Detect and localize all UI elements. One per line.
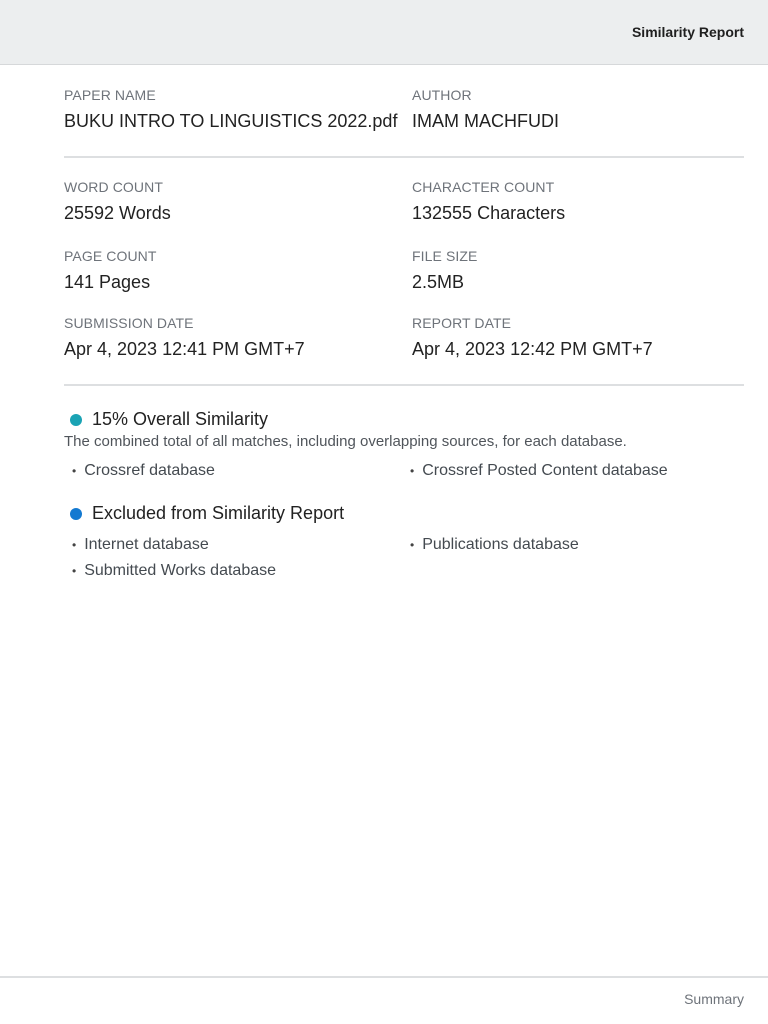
paper-name-field (64, 87, 397, 132)
similarity-description: The combined total of all matches, including overlapping sources, for each database. (64, 433, 627, 450)
list-item (410, 462, 668, 480)
submission-date-field (64, 315, 305, 360)
bullet-icon: • (72, 464, 77, 478)
character-count-field (412, 179, 565, 224)
paper-name-label: PAPER NAME (64, 87, 156, 103)
report-date-label: REPORT DATE (412, 315, 512, 331)
database-name: Crossref database (84, 462, 215, 479)
submission-date-value: Apr 4, 2023 12:41 PM GMT+7 (64, 339, 305, 359)
list-item (72, 462, 215, 480)
report-title: Similarity Report (631, 24, 744, 40)
bullet-icon: • (72, 564, 77, 578)
list-item (410, 536, 579, 554)
footer-summary-label: Summary (684, 991, 744, 1007)
excluded-dot-icon (70, 508, 82, 520)
excluded-title: Excluded from Similarity Report (92, 503, 345, 523)
paper-name-value: BUKU INTRO TO LINGUISTICS 2022.pdf (64, 111, 398, 131)
word-count-value: 25592 Words (64, 203, 171, 223)
author-value: IMAM MACHFUDI (412, 111, 559, 131)
file-size-value: 2.5MB (412, 272, 465, 292)
divider (64, 156, 744, 158)
file-size-field (412, 248, 477, 293)
submission-date-label: SUBMISSION DATE (64, 315, 194, 331)
page-count-label: PAGE COUNT (64, 248, 157, 264)
database-name: Crossref Posted Content database (422, 462, 668, 479)
bullet-icon: • (410, 538, 415, 552)
database-name: Submitted Works database (84, 562, 277, 579)
bullet-icon: • (72, 538, 77, 552)
footer-divider (0, 976, 768, 978)
excluded-heading (70, 503, 344, 524)
similarity-title: 15% Overall Similarity (92, 409, 269, 429)
word-count-label: WORD COUNT (64, 179, 163, 195)
list-item (72, 536, 209, 554)
report-date-value: Apr 4, 2023 12:42 PM GMT+7 (412, 339, 653, 359)
word-count-field (64, 179, 171, 224)
page-count-field (64, 248, 157, 293)
character-count-value: 132555 Characters (412, 203, 566, 223)
bullet-icon: • (410, 464, 415, 478)
similarity-dot-icon (70, 414, 82, 426)
page-count-value: 141 Pages (64, 272, 151, 292)
database-name: Internet database (84, 536, 209, 553)
list-item (72, 562, 276, 580)
divider (64, 384, 744, 386)
author-field (412, 87, 559, 132)
similarity-heading (70, 409, 268, 430)
author-label: AUTHOR (412, 87, 472, 103)
character-count-label: CHARACTER COUNT (412, 179, 555, 195)
report-header (0, 0, 768, 65)
database-name: Publications database (422, 536, 579, 553)
report-date-field (412, 315, 653, 360)
file-size-label: FILE SIZE (412, 248, 478, 264)
